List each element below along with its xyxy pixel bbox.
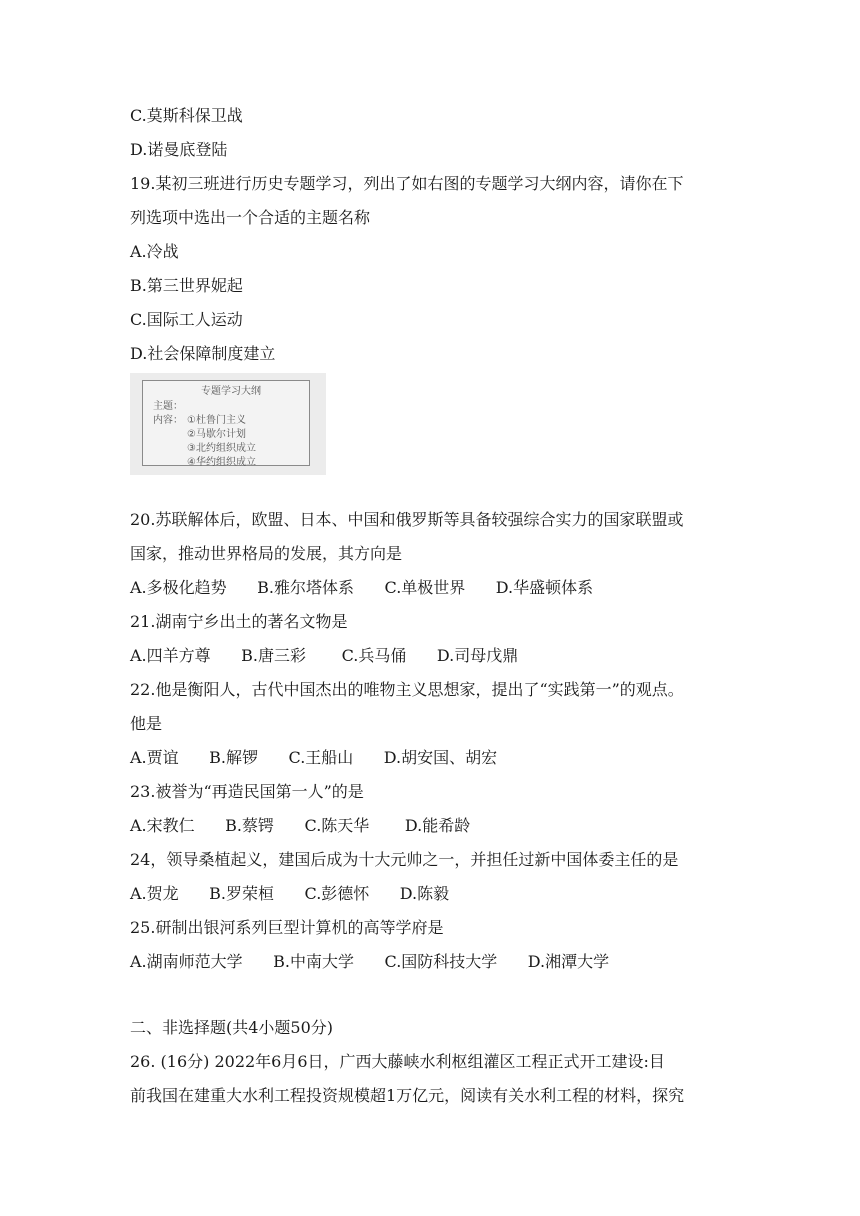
option-18d: D.诺曼底登陆 bbox=[130, 140, 228, 159]
outline-content-label: 内容： bbox=[153, 415, 183, 426]
question-20: 20.苏联解体后，欧盟、日本、中国和俄罗斯等具备较强综合实力的国家联盟或 bbox=[130, 510, 684, 529]
options-25: A.湖南师范大学 B.中南大学 C.国防科技大学 D.湘潭大学 bbox=[130, 952, 610, 971]
question-21: 21.湖南宁乡出土的著名文物是 bbox=[130, 612, 348, 631]
question-19: 19.某初三班进行历史专题学习，列出了如右图的专题学习大纲内容，请你在下 bbox=[130, 174, 684, 193]
option-19c: C.国际工人运动 bbox=[130, 310, 243, 329]
question-22-cont: 他是 bbox=[130, 714, 163, 733]
outline-box bbox=[142, 380, 310, 466]
question-25: 25.研制出银河系列巨型计算机的高等学府是 bbox=[130, 918, 444, 937]
question-19-cont: 列选项中选出一个合适的主题名称 bbox=[130, 208, 371, 227]
options-23: A.宋教仁 B.蔡锷 C.陈天华 D.能希龄 bbox=[130, 816, 471, 835]
options-24: A.贺龙 B.罗荣桓 C.彭德怀 D.陈毅 bbox=[130, 884, 450, 903]
option-19a: A.冷战 bbox=[130, 242, 179, 261]
section-heading: 二、非选择题(共4小题50分) bbox=[130, 1018, 334, 1037]
outline-title: 专题学习大纲 bbox=[201, 386, 261, 397]
question-26: 26. (16分) 2022年6月6日，广西大藤峡水利枢组灌区工程正式开工建设:目 bbox=[130, 1052, 665, 1071]
outline-item: ②马歇尔计划 bbox=[187, 429, 246, 440]
option-19b: B.第三世界妮起 bbox=[130, 276, 243, 295]
question-24: 24，领导桑植起义，建国后成为十大元帅之一，并担任过新中国体委主任的是 bbox=[130, 850, 679, 869]
outline-item: ③北约组织成立 bbox=[187, 443, 256, 454]
option-19d: D.社会保障制度建立 bbox=[130, 344, 276, 363]
options-22: A.贾谊 B.解锣 C.王船山 D.胡安国、胡宏 bbox=[130, 748, 498, 767]
options-20: A.多极化趋势 B.雅尔塔体系 C.单极世界 D.华盛顿体系 bbox=[130, 578, 594, 597]
options-21: A.四羊方尊 B.唐三彩 C.兵马俑 D.司母戊鼎 bbox=[130, 646, 519, 665]
outline-topic: 主题： bbox=[153, 401, 183, 412]
question-22: 22.他是衡阳人，古代中国杰出的唯物主义思想家，提出了“实践第一”的观点。 bbox=[130, 680, 684, 699]
question-26-cont: 前我国在建重大水利工程投资规模超1万亿元，阅读有关水利工程的材料，探究 bbox=[130, 1086, 685, 1105]
question-20-cont: 国家，推动世界格局的发展，其方向是 bbox=[130, 544, 403, 563]
outline-item: ④华约组织成立 bbox=[187, 457, 256, 468]
question-23: 23.被誉为“再造民国第一人”的是 bbox=[130, 782, 364, 801]
outline-figure bbox=[130, 373, 326, 475]
option-19c-prev: C.莫斯科保卫战 bbox=[130, 106, 243, 125]
outline-item: ①杜鲁门主义 bbox=[187, 415, 246, 426]
